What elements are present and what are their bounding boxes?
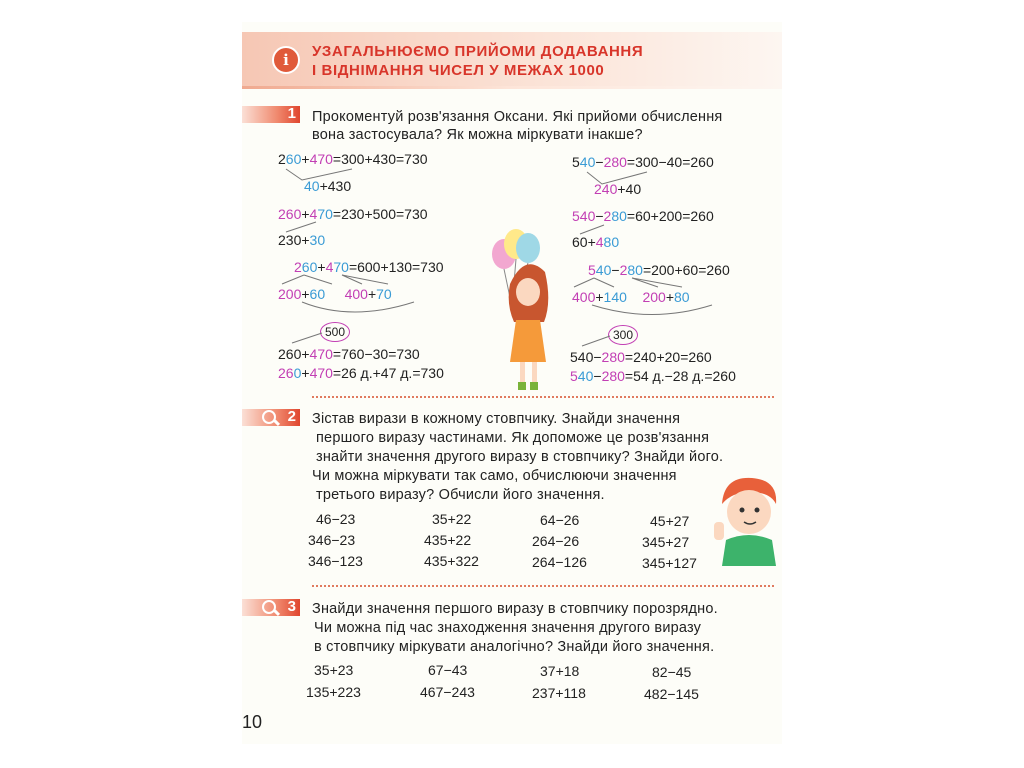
task-3-col-2-row-1: 67−43 — [428, 662, 468, 678]
task-2-line-3: знайти значення другого виразу в стовпчику? Знайди його. — [316, 449, 724, 465]
task-2-col-4-row-3: 345+127 — [642, 555, 697, 571]
textbook-page — [242, 22, 782, 744]
divider-2 — [312, 585, 774, 587]
eq-left-c2: 200+60 400+70 — [278, 286, 392, 302]
connector-left-c-arc — [302, 302, 414, 312]
eq-left-b2: 230+30 — [278, 232, 326, 248]
task-3-col-1-row-2: 135+223 — [306, 684, 361, 700]
task-2-col-2-row-3: 435+322 — [424, 553, 479, 569]
task-3-text — [312, 600, 718, 657]
title-line-2: І ВІДНІМАННЯ ЧИСЕЛ У МЕЖАХ 1000 — [312, 62, 605, 79]
connector-right-b — [580, 225, 604, 234]
task-2-col-4-row-1: 45+27 — [650, 513, 690, 529]
circle-300: 300 — [608, 325, 638, 345]
connector-left-b — [286, 222, 316, 232]
eq-right-a2: 240+40 — [594, 181, 642, 197]
task-3-line-1: Знайди значення першого виразу в стовпчику порозрядно. — [312, 601, 718, 617]
connector-right-c-arc — [592, 305, 712, 315]
task-3-col-4-row-1: 82−45 — [652, 664, 692, 680]
task-1-line-1: Прокоментуй розв'язання Оксани. Які прийоми обчислення — [312, 109, 723, 125]
connector-left-a — [286, 169, 352, 180]
eq-right-c2: 400+140 200+80 — [572, 289, 690, 305]
eq-right-d1: 540−280=240+20=260 — [570, 349, 712, 365]
task-3-col-3-row-1: 37+18 — [540, 663, 580, 679]
task-2-number: 2 — [287, 408, 296, 425]
eq-left-c1: 260+470=600+130=730 — [294, 259, 444, 275]
task-3-number-tab — [242, 599, 300, 616]
task-2-col-3-row-2: 264−26 — [532, 533, 580, 549]
task-3-line-2: Чи можна під час знаходження значення другого виразу — [314, 620, 702, 636]
eq-left-a1-rest: =300+430=730 — [332, 151, 428, 167]
task-2-col-1-row-2: 346−23 — [308, 532, 356, 548]
info-icon: i — [272, 46, 300, 74]
task-1-number: 1 — [287, 105, 296, 122]
eq-right-b1: 540−280=60+200=260 — [572, 208, 714, 224]
task-2-line-2: першого виразу частинами. Як допоможе це розв'язання — [316, 430, 710, 446]
magnifier-icon — [262, 410, 276, 424]
task-2-col-2-row-1: 35+22 — [432, 511, 472, 527]
eq-right-c1: 540−280=200+60=260 — [588, 262, 730, 278]
eq-right-d2: 540−280=54 д.−28 д.=260 — [570, 368, 736, 384]
magnifier-icon-2 — [262, 600, 276, 614]
task-3-number: 3 — [287, 598, 296, 615]
eq-left-b1: 260+470=230+500=730 — [278, 206, 428, 222]
page-number: 10 — [242, 712, 263, 732]
task-2-col-3-row-3: 264−126 — [532, 554, 587, 570]
connector-left-c — [282, 275, 388, 284]
boy-illustration — [712, 474, 782, 566]
eq-left-d2: 260+470=26 д.+47 д.=730 — [278, 365, 444, 381]
task-3-col-4-row-2: 482−145 — [644, 686, 699, 702]
task-2-col-2-row-2: 435+22 — [424, 532, 472, 548]
task-2-line-4: Чи можна міркувати так само, обчислюючи значення — [312, 468, 677, 484]
title-line-1: УЗАГАЛЬНЮЄМО ПРИЙОМИ ДОДАВАННЯ — [312, 43, 644, 60]
eq-right-b2: 60+480 — [572, 234, 620, 250]
task-2-col-1-row-3: 346−123 — [308, 553, 363, 569]
eq-right-a1: 540−280=300−40=260 — [572, 154, 714, 170]
task-2-col-3-row-1: 64−26 — [540, 512, 580, 528]
task-2-text — [312, 410, 723, 505]
task-3-col-1-row-1: 35+23 — [314, 662, 354, 678]
task-2-number-tab — [242, 409, 300, 426]
eq-left-a2: 40+430 — [304, 178, 352, 194]
task-3-line-3: в стовпчику міркувати аналогічно? Знайди його значення. — [314, 639, 715, 655]
task-2-col-1-row-1: 46−23 — [316, 511, 356, 527]
connector-right-a — [587, 172, 647, 184]
task-3-col-2-row-2: 467−243 — [420, 684, 475, 700]
eq-left-a1: 260+470=300+430=730 — [278, 151, 428, 167]
task-2-line-1: Зістав вирази в кожному стовпчику. Знайди значення — [312, 411, 681, 427]
eq-left-d1: 260+470=760−30=730 — [278, 346, 420, 362]
connector-left-d — [292, 333, 322, 343]
task-1-line-2: вона застосувала? Як можна міркувати інакше? — [312, 127, 643, 143]
connector-right-d — [582, 336, 610, 346]
divider-1 — [312, 396, 774, 398]
circle-500: 500 — [320, 322, 350, 342]
task-2-line-5: третього виразу? Обчисли його значення. — [316, 487, 605, 503]
girl-with-balloons-illustration — [470, 212, 570, 402]
task-3-col-3-row-2: 237+118 — [532, 685, 586, 701]
task-2-col-4-row-2: 345+27 — [642, 534, 690, 550]
connector-right-c — [574, 278, 682, 287]
